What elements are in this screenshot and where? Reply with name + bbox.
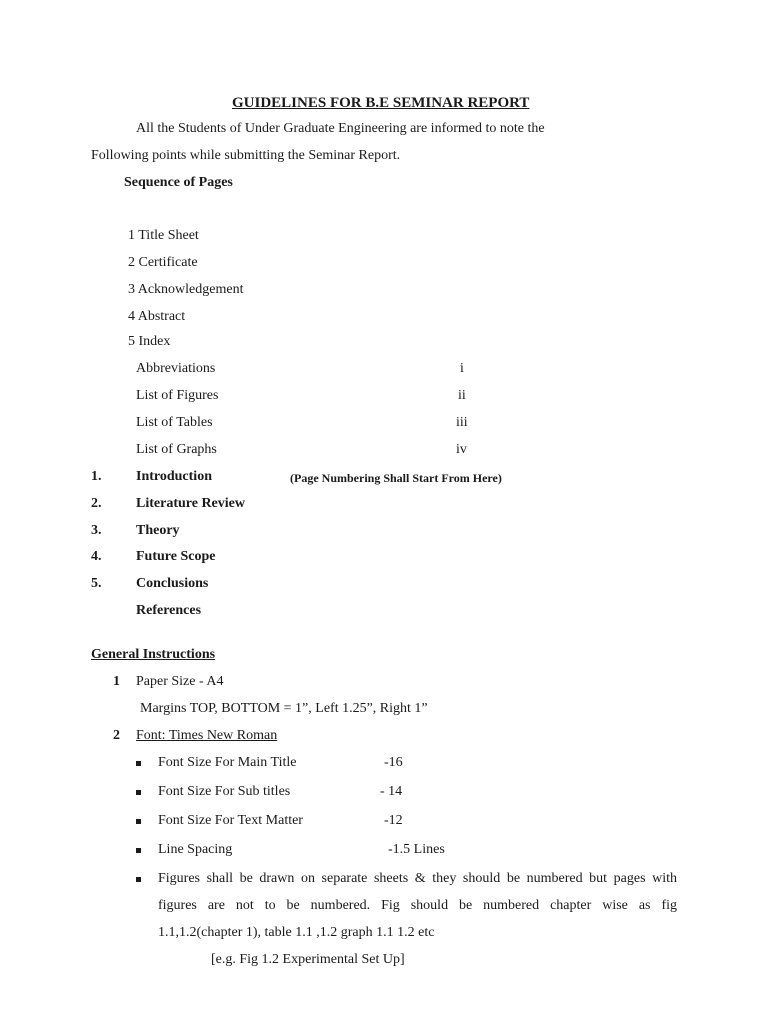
- references-label: References: [136, 603, 202, 618]
- index-item-label: List of Figures: [136, 388, 219, 403]
- chapter-number: 2.: [91, 496, 102, 511]
- chapter-number: 5.: [91, 576, 102, 591]
- general-item-number: 1: [113, 674, 120, 689]
- index-item-label: Abbreviations: [136, 361, 216, 376]
- chapter-label: Conclusions: [136, 576, 209, 591]
- chapter-number: 4.: [91, 549, 102, 564]
- bullet-label: Font Size For Text Matter: [158, 813, 303, 828]
- font-name: Font: Times New Roman: [136, 728, 278, 743]
- general-item-number: 2: [113, 728, 120, 743]
- chapter-label: Literature Review: [136, 496, 245, 511]
- intro-line-1: All the Students of Under Graduate Engineering are informed to note the: [136, 121, 545, 136]
- bullet-icon: [136, 790, 141, 795]
- general-heading: General Instructions: [91, 647, 216, 662]
- index-item-page: ii: [458, 388, 466, 403]
- bullet-label: Line Spacing: [158, 842, 233, 857]
- figures-line-2: figures are not to be numbered. Fig should be numbered chapter wise as fig: [158, 898, 677, 913]
- chapter-label: Future Scope: [136, 549, 216, 564]
- bullet-icon: [136, 819, 141, 824]
- front-item: 1 Title Sheet: [128, 228, 199, 243]
- page-title: GUIDELINES FOR B.E SEMINAR REPORT: [232, 95, 530, 111]
- bullet-icon: [136, 848, 141, 853]
- paper-size: Paper Size - A4: [136, 674, 224, 689]
- figures-line-1: Figures shall be drawn on separate sheets & they should be numbered but pages with: [158, 871, 677, 886]
- chapter-label: Introduction: [136, 469, 212, 484]
- index-item-page: iv: [456, 442, 467, 457]
- front-item: 3 Acknowledgement: [128, 282, 244, 297]
- page-numbering-note: (Page Numbering Shall Start From Here): [290, 471, 502, 485]
- bullet-label: Font Size For Main Title: [158, 755, 297, 770]
- bullet-icon: [136, 761, 141, 766]
- bullet-value: -1.5 Lines: [388, 842, 445, 857]
- bullet-icon: [136, 877, 141, 882]
- chapter-number: 3.: [91, 523, 102, 538]
- index-item-page: i: [460, 361, 464, 376]
- chapter-number: 1.: [91, 469, 102, 484]
- chapter-label: Theory: [136, 523, 180, 538]
- intro-line-2: Following points while submitting the Seminar Report.: [91, 148, 401, 163]
- sequence-heading: Sequence of Pages: [124, 175, 233, 190]
- bullet-value: -16: [384, 755, 403, 770]
- figure-example: [e.g. Fig 1.2 Experimental Set Up]: [211, 952, 405, 967]
- bullet-label: Font Size For Sub titles: [158, 784, 291, 799]
- bullet-value: - 14: [380, 784, 403, 799]
- index-item-page: iii: [456, 415, 468, 430]
- front-item: 4 Abstract: [128, 309, 186, 324]
- index-item-label: List of Tables: [136, 415, 213, 430]
- index-item-label: List of Graphs: [136, 442, 217, 457]
- front-item: 2 Certificate: [128, 255, 198, 270]
- margins-text: Margins TOP, BOTTOM = 1”, Left 1.25”, Right 1”: [140, 701, 428, 716]
- front-item: 5 Index: [128, 334, 171, 349]
- bullet-value: -12: [384, 813, 403, 828]
- figures-line-3: 1.1,1.2(chapter 1), table 1.1 ,1.2 graph 1.1 1.2 etc: [158, 925, 435, 940]
